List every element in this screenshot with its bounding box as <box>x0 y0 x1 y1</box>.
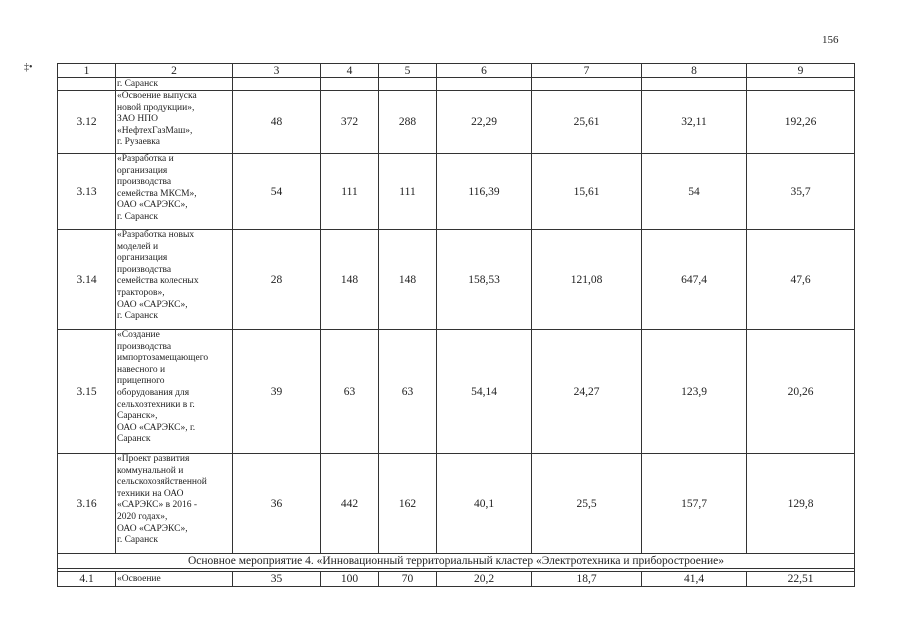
name-line: «Освоение выпуска <box>117 91 197 101</box>
value-cell: 28 <box>233 230 321 330</box>
value-cell: 70 <box>379 572 437 587</box>
data-table <box>57 63 855 587</box>
value-cell: 121,08 <box>532 230 642 330</box>
value-cell: 647,4 <box>642 230 747 330</box>
name-line: семейства МКСМ», <box>117 188 197 199</box>
value-cell: 22,29 <box>437 91 532 154</box>
value-cell: 63 <box>321 330 379 454</box>
name-line: ОАО «САРЭКС», <box>117 523 188 534</box>
value-cell: 47,6 <box>747 230 855 330</box>
name-line: моделей и <box>117 241 159 252</box>
row-number <box>58 78 116 91</box>
name-line: оборудования для <box>117 387 190 398</box>
value-cell: 20,26 <box>747 330 855 454</box>
header-cell: 4 <box>321 64 379 78</box>
value-cell: 39 <box>233 330 321 454</box>
name-line: ОАО «САРЭКС», <box>117 200 188 211</box>
header-cell: 8 <box>642 64 747 78</box>
name-line: навесного и <box>117 364 166 375</box>
name-line: «САРЭКС» в 2016 - <box>117 500 197 511</box>
name-line: тракторов», <box>117 287 165 298</box>
name-line: сельскохозяйственной <box>117 477 207 488</box>
row-number: 3.12 <box>58 91 116 154</box>
name-line: г. Рузаевка <box>117 137 160 148</box>
value-cell: 35 <box>233 572 321 587</box>
margin-mark: ‡• <box>24 62 33 73</box>
value-cell: 123,9 <box>642 330 747 454</box>
name-line: «Разработка новых <box>117 230 195 240</box>
page-number: 156 <box>822 34 839 46</box>
value-cell: 20,2 <box>437 572 532 587</box>
name-line: семейства колесных <box>117 276 199 287</box>
name-line: ЗАО НПО <box>117 114 158 125</box>
table-row <box>58 454 855 554</box>
project-name <box>116 330 233 454</box>
name-line: «Проект развития <box>117 454 190 464</box>
value-cell: 40,1 <box>437 454 532 554</box>
value-cell: 148 <box>379 230 437 330</box>
table-row <box>58 230 855 330</box>
name-line: коммунальной и <box>117 465 184 476</box>
continuation-row <box>58 78 855 91</box>
name-line: Саранск», <box>117 411 158 422</box>
name-line: организация <box>117 165 168 176</box>
value-cell: 35,7 <box>747 154 855 230</box>
row-number: 3.16 <box>58 454 116 554</box>
value-cell: 54,14 <box>437 330 532 454</box>
value-cell: 22,51 <box>747 572 855 587</box>
value-cell <box>379 78 437 91</box>
name-line: ОАО «САРЭКС», г. <box>117 422 196 433</box>
name-line: г. Саранск <box>117 535 159 546</box>
header-row <box>58 64 855 78</box>
value-cell: 54 <box>233 154 321 230</box>
value-cell: 111 <box>379 154 437 230</box>
project-name <box>116 91 233 154</box>
value-cell: 162 <box>379 454 437 554</box>
name-line: новой продукции», <box>117 102 195 113</box>
project-name <box>116 154 233 230</box>
name-line: г. Саранск <box>117 311 159 322</box>
value-cell: 63 <box>379 330 437 454</box>
value-cell: 442 <box>321 454 379 554</box>
value-cell: 288 <box>379 91 437 154</box>
value-cell <box>321 78 379 91</box>
value-cell: 15,61 <box>532 154 642 230</box>
name-line: производства <box>117 341 172 352</box>
name-line: прицепного <box>117 376 165 387</box>
name-line: организация <box>117 253 168 264</box>
name-line: производства <box>117 177 172 188</box>
value-cell: 36 <box>233 454 321 554</box>
name-line: техники на ОАО <box>117 488 184 499</box>
row-number: 3.14 <box>58 230 116 330</box>
value-cell: 192,26 <box>747 91 855 154</box>
name-line: производства <box>117 264 172 275</box>
name-line: «Разработка и <box>117 154 174 164</box>
value-cell: 18,7 <box>532 572 642 587</box>
header-cell: 3 <box>233 64 321 78</box>
value-cell <box>532 78 642 91</box>
header-cell: 5 <box>379 64 437 78</box>
value-cell: 158,53 <box>437 230 532 330</box>
project-name: г. Саранск <box>116 78 233 91</box>
row-number: 3.13 <box>58 154 116 230</box>
value-cell: 24,27 <box>532 330 642 454</box>
value-cell: 111 <box>321 154 379 230</box>
value-cell: 100 <box>321 572 379 587</box>
value-cell: 41,4 <box>642 572 747 587</box>
value-cell: 25,61 <box>532 91 642 154</box>
value-cell: 25,5 <box>532 454 642 554</box>
name-line: «НефтехГазМаш», <box>117 125 193 136</box>
value-cell: 32,11 <box>642 91 747 154</box>
name-line: ОАО «САРЭКС», <box>117 299 188 310</box>
header-cell: 2 <box>116 64 233 78</box>
header-cell: 6 <box>437 64 532 78</box>
value-cell <box>233 78 321 91</box>
value-cell: 48 <box>233 91 321 154</box>
value-cell: 148 <box>321 230 379 330</box>
header-cell: 1 <box>58 64 116 78</box>
table-row <box>58 91 855 154</box>
table-row <box>58 154 855 230</box>
value-cell <box>642 78 747 91</box>
section-row <box>58 554 855 569</box>
name-line: 2020 годах», <box>117 511 168 522</box>
value-cell: 129,8 <box>747 454 855 554</box>
project-name: «Освоение <box>116 572 233 587</box>
name-line: импортозамещающего <box>117 353 209 364</box>
header-cell: 7 <box>532 64 642 78</box>
row-number: 4.1 <box>58 572 116 587</box>
header-cell: 9 <box>747 64 855 78</box>
name-line: сельхозтехники в г. <box>117 399 195 410</box>
name-line: Саранск <box>117 434 151 445</box>
value-cell: 54 <box>642 154 747 230</box>
value-cell: 372 <box>321 91 379 154</box>
name-line: «Создание <box>117 330 160 340</box>
value-cell <box>437 78 532 91</box>
value-cell <box>747 78 855 91</box>
row-number: 3.15 <box>58 330 116 454</box>
value-cell: 157,7 <box>642 454 747 554</box>
project-name <box>116 454 233 554</box>
table-row <box>58 330 855 454</box>
table-row <box>58 572 855 587</box>
value-cell: 116,39 <box>437 154 532 230</box>
section-title: Основное мероприятие 4. «Инновационный территориальный кластер «Электротехника и приборостроение» <box>58 554 855 569</box>
name-line: г. Саранск <box>117 211 159 222</box>
project-name <box>116 230 233 330</box>
